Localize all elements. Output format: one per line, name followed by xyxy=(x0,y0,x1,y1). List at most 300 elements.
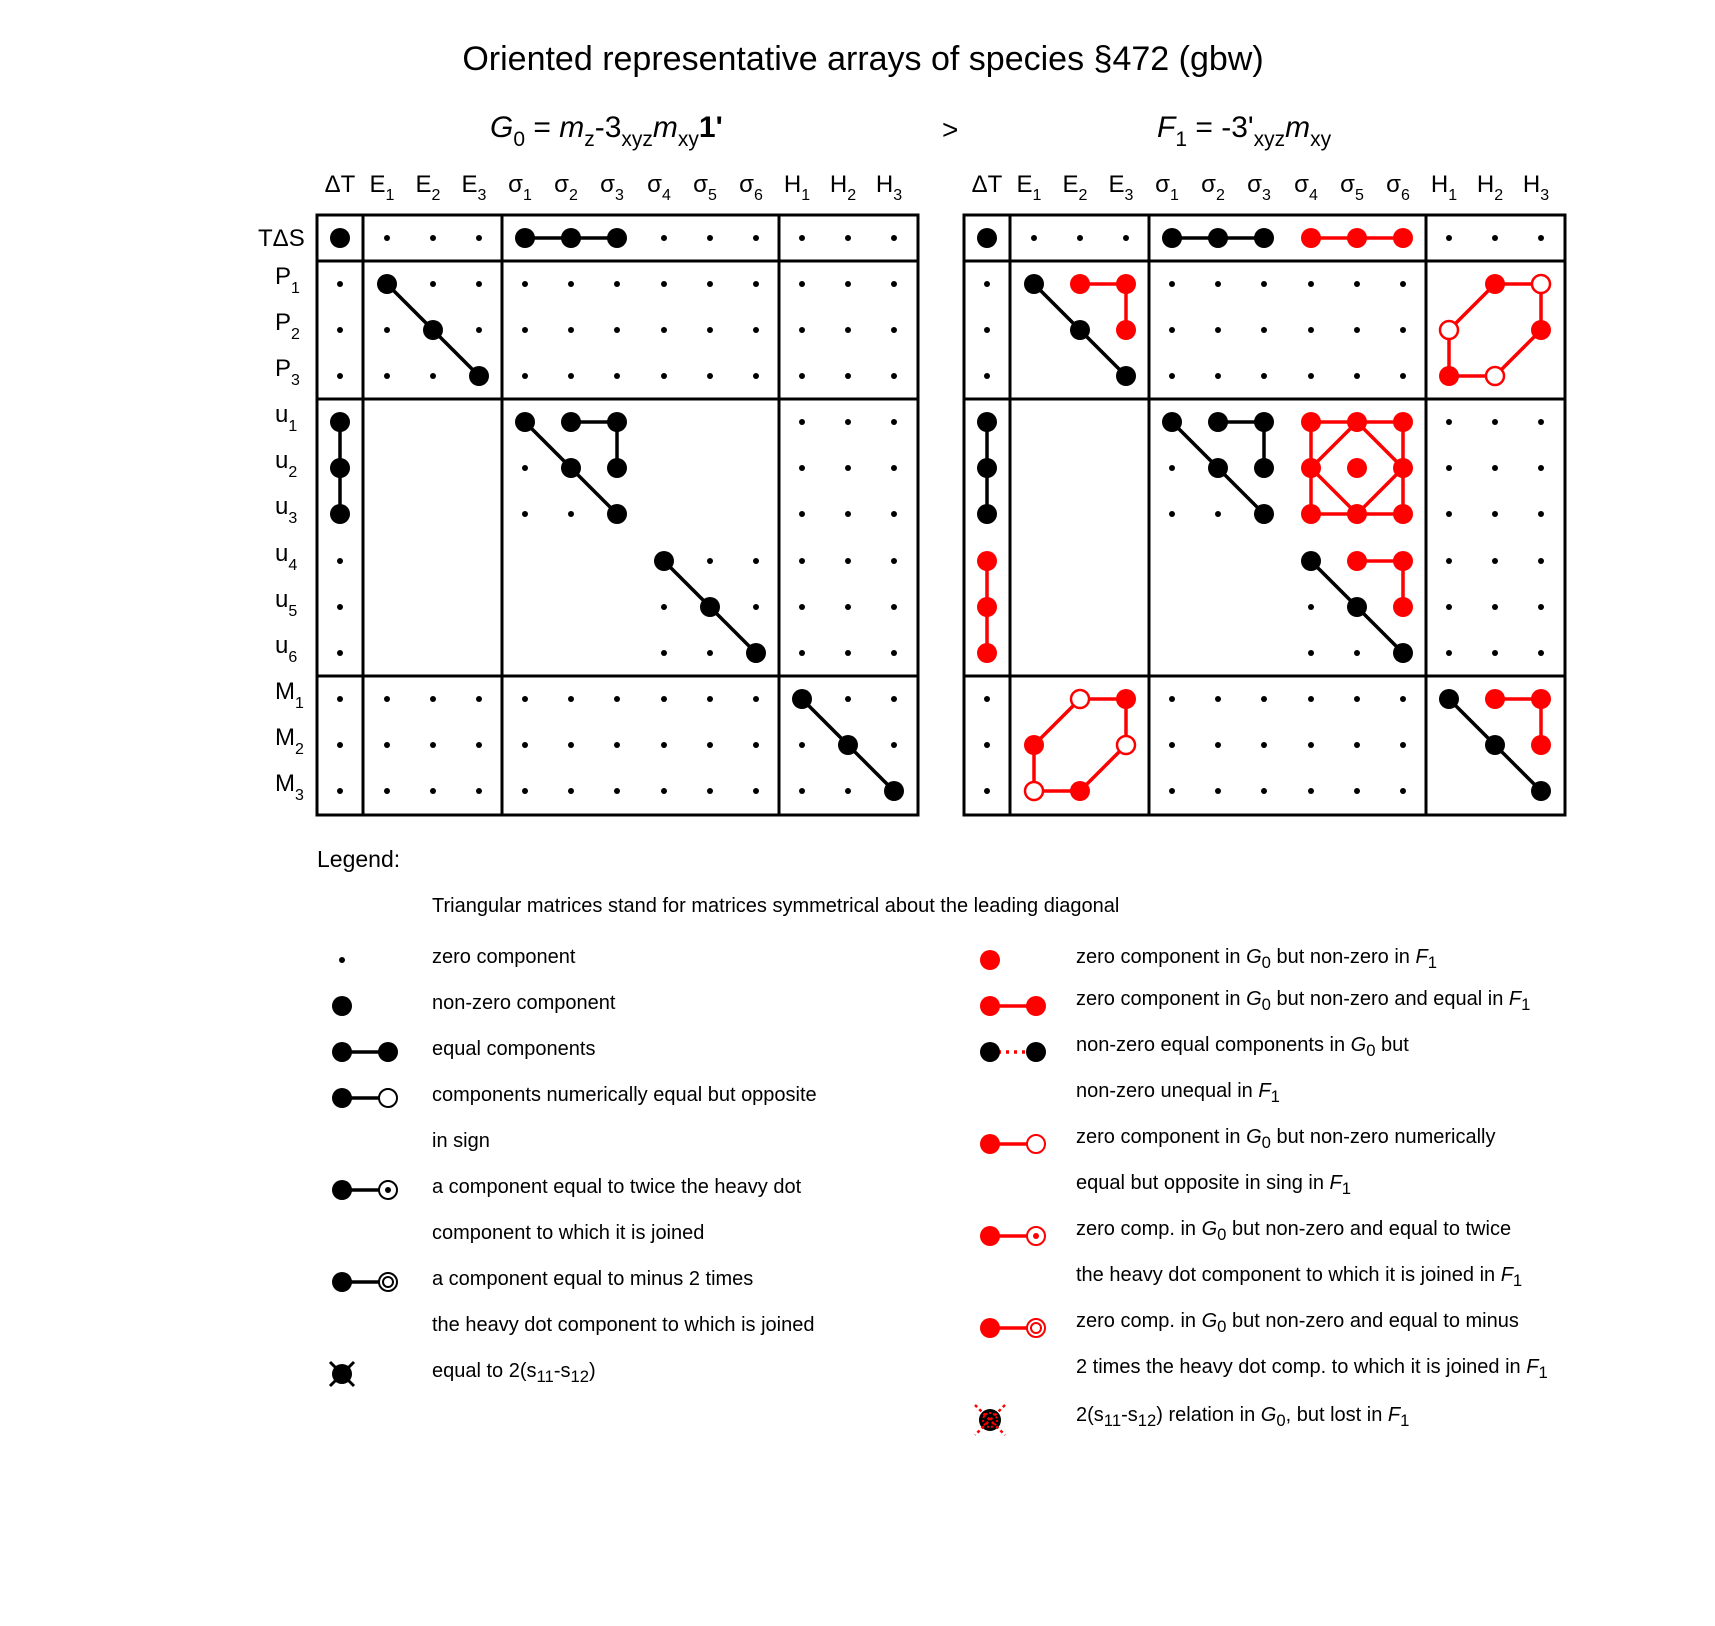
zero-component-dot xyxy=(891,327,897,333)
nonzero-component-dot xyxy=(1162,228,1182,248)
zero-component-dot xyxy=(1538,511,1544,517)
zero-component-dot xyxy=(1308,373,1314,379)
zero-component-dot xyxy=(1215,696,1221,702)
red-component-dot xyxy=(1531,320,1551,340)
red-component-dot xyxy=(1347,551,1367,571)
zero-component-dot xyxy=(1538,419,1544,425)
nonzero-component-dot xyxy=(607,504,627,524)
zero-component-dot xyxy=(1308,650,1314,656)
heading-f1: $F_1 = -3'_{xyz}m_{xy}$ xyxy=(1157,111,1332,151)
zero-component-dot xyxy=(568,373,574,379)
zero-component-dot xyxy=(1400,373,1406,379)
legend-right-text: the heavy dot component to which it is joined in $F_1$ xyxy=(1076,1264,1523,1290)
nonzero-component-dot xyxy=(1024,274,1044,294)
zero-component-dot xyxy=(845,235,851,241)
zero-component-dot xyxy=(845,281,851,287)
zero-component-dot xyxy=(614,788,620,794)
row-label: $P_1$ xyxy=(275,263,300,297)
zero-component-dot xyxy=(1492,235,1498,241)
zero-component-dot xyxy=(1538,465,1544,471)
nonzero-component-dot xyxy=(1301,551,1321,571)
row-label: $u_1$ xyxy=(275,401,298,435)
nonzero-component-dot xyxy=(607,228,627,248)
zero-component-dot xyxy=(891,696,897,702)
zero-component-dot xyxy=(430,235,436,241)
zero-component-dot xyxy=(799,465,805,471)
zero-component-dot xyxy=(984,788,990,794)
nonzero-component-dot xyxy=(607,412,627,432)
zero-component-dot xyxy=(1308,327,1314,333)
zero-component-dot xyxy=(661,696,667,702)
zero-component-dot xyxy=(891,373,897,379)
red-component-dot xyxy=(1070,274,1090,294)
zero-component-dot xyxy=(845,558,851,564)
zero-component-dot xyxy=(845,327,851,333)
zero-component-dot xyxy=(661,235,667,241)
zero-component-dot xyxy=(522,788,528,794)
zero-component-dot xyxy=(1446,465,1452,471)
zero-component-dot xyxy=(661,788,667,794)
red-component-dot xyxy=(1301,458,1321,478)
zero-component-dot xyxy=(891,419,897,425)
col-label: $\sigma_3$ xyxy=(1247,171,1271,204)
legend-left-text: equal components xyxy=(432,1038,596,1060)
matrix-f1 xyxy=(964,171,1565,815)
zero-component-dot xyxy=(891,650,897,656)
legend-dot xyxy=(1026,996,1046,1016)
col-label: $\sigma_2$ xyxy=(554,171,578,204)
zero-component-dot xyxy=(753,327,759,333)
nonzero-component-dot xyxy=(1347,597,1367,617)
zero-component-dot xyxy=(707,788,713,794)
zero-component-dot xyxy=(1538,650,1544,656)
zero-component-dot xyxy=(337,558,343,564)
heading-g0: $G_0 = m_z-3_{xyz}m_{xy}1'$ xyxy=(490,111,723,151)
zero-component-dot xyxy=(891,281,897,287)
zero-component-dot xyxy=(1169,788,1175,794)
zero-component-dot xyxy=(891,235,897,241)
zero-component-dot xyxy=(430,281,436,287)
zero-component-dot xyxy=(522,281,528,287)
legend-right-text: 2 times the heavy dot comp. to which it is joined in $F_1$ xyxy=(1076,1356,1548,1382)
zero-component-dot xyxy=(845,604,851,610)
row-label: $M_2$ xyxy=(275,724,304,758)
zero-component-dot xyxy=(661,281,667,287)
nonzero-component-dot xyxy=(1439,689,1459,709)
legend-dot xyxy=(980,1318,1000,1338)
zero-component-dot xyxy=(1354,650,1360,656)
zero-component-dot xyxy=(1261,788,1267,794)
legend-left-text: equal to $2(s_{11}-s_{12})$ xyxy=(432,1360,596,1386)
zero-component-dot xyxy=(1446,235,1452,241)
legend-red-dot xyxy=(980,950,1000,970)
zero-component-dot xyxy=(1400,696,1406,702)
zero-component-dot xyxy=(661,742,667,748)
zero-component-dot xyxy=(337,742,343,748)
zero-component-dot xyxy=(1215,373,1221,379)
zero-component-dot xyxy=(753,604,759,610)
red-component-dot xyxy=(1116,689,1136,709)
nonzero-component-dot xyxy=(977,458,997,478)
zero-component-dot xyxy=(1492,511,1498,517)
zero-component-dot xyxy=(1215,742,1221,748)
zero-component-dot xyxy=(1354,373,1360,379)
legend-dot xyxy=(332,1272,352,1292)
row-label: $P_3$ xyxy=(275,355,300,389)
zero-component-dot xyxy=(984,742,990,748)
zero-component-dot xyxy=(522,511,528,517)
zero-component-dot xyxy=(1308,604,1314,610)
zero-component-dot xyxy=(753,281,759,287)
zero-component-dot xyxy=(984,373,990,379)
zero-component-dot xyxy=(799,373,805,379)
zero-component-dot xyxy=(1169,696,1175,702)
legend-open-dot xyxy=(379,1273,397,1291)
nonzero-component-dot xyxy=(1208,458,1228,478)
legend-right-text: non-zero equal components in $G_0$ but xyxy=(1076,1034,1409,1060)
legend-dot xyxy=(980,1226,1000,1246)
zero-component-dot xyxy=(753,788,759,794)
nonzero-component-dot xyxy=(561,228,581,248)
zero-component-dot xyxy=(337,373,343,379)
zero-component-dot xyxy=(614,281,620,287)
zero-component-dot xyxy=(753,742,759,748)
zero-component-dot xyxy=(522,742,528,748)
zero-component-dot xyxy=(845,650,851,656)
zero-component-dot xyxy=(384,696,390,702)
zero-component-dot xyxy=(799,604,805,610)
red-component-dot xyxy=(977,551,997,571)
zero-component-dot xyxy=(707,650,713,656)
zero-component-dot xyxy=(799,327,805,333)
zero-component-dot xyxy=(476,327,482,333)
zero-component-dot xyxy=(1215,281,1221,287)
zero-component-dot xyxy=(1538,604,1544,610)
row-label: $u_3$ xyxy=(275,493,298,527)
row-label: $u_5$ xyxy=(275,586,298,620)
nonzero-component-dot xyxy=(330,228,350,248)
zero-component-dot xyxy=(1308,788,1314,794)
col-label: $H_3$ xyxy=(875,171,903,204)
zero-component-dot xyxy=(337,327,343,333)
nonzero-component-dot xyxy=(884,781,904,801)
col-label: $\sigma_6$ xyxy=(1386,171,1410,204)
nonzero-component-dot xyxy=(654,551,674,571)
legend-open-dot xyxy=(1027,1319,1045,1337)
col-label: $H_1$ xyxy=(783,171,811,204)
legend-dot xyxy=(332,1088,352,1108)
zero-component-dot xyxy=(1169,742,1175,748)
nonzero-component-dot xyxy=(330,504,350,524)
zero-component-dot xyxy=(1169,465,1175,471)
red-component-dot xyxy=(1393,597,1413,617)
zero-component-dot xyxy=(522,373,528,379)
red-component-dot xyxy=(1116,320,1136,340)
zero-component-dot xyxy=(661,373,667,379)
opposite-sign-dot xyxy=(1025,782,1043,800)
zero-component-dot xyxy=(1354,742,1360,748)
zero-component-dot xyxy=(337,788,343,794)
legend-right-text: zero component in $G_0$ but non-zero and equal in $F_1$ xyxy=(1076,988,1531,1014)
col-label: ΔT xyxy=(971,171,1003,198)
zero-component-dot xyxy=(891,558,897,564)
zero-component-dot xyxy=(1215,511,1221,517)
col-label: $E_2$ xyxy=(1062,171,1088,204)
legend-left-text: a component equal to minus 2 times xyxy=(432,1268,754,1290)
zero-component-dot xyxy=(799,281,805,287)
zero-component-dot xyxy=(614,742,620,748)
zero-component-dot xyxy=(707,742,713,748)
zero-component-dot xyxy=(891,742,897,748)
opposite-sign-dot xyxy=(1532,275,1550,293)
zero-component-dot xyxy=(845,696,851,702)
zero-component-dot xyxy=(1354,327,1360,333)
zero-component-dot xyxy=(1400,281,1406,287)
nonzero-component-dot xyxy=(1208,412,1228,432)
zero-component-dot xyxy=(568,696,574,702)
nonzero-component-dot xyxy=(1254,458,1274,478)
zero-component-dot xyxy=(1492,604,1498,610)
zero-component-dot xyxy=(568,281,574,287)
zero-component-dot xyxy=(1308,696,1314,702)
col-label: $E_2$ xyxy=(415,171,441,204)
red-component-dot xyxy=(1347,458,1367,478)
heading-relation: > xyxy=(942,114,959,145)
zero-component-dot xyxy=(661,327,667,333)
zero-component-dot xyxy=(1123,235,1129,241)
red-component-dot xyxy=(1347,504,1367,524)
red-component-dot xyxy=(1301,228,1321,248)
col-label: $H_2$ xyxy=(829,171,857,204)
nonzero-component-dot xyxy=(1254,412,1274,432)
legend-right-text: non-zero unequal in $F_1$ xyxy=(1076,1080,1280,1106)
legend-note: Triangular matrices stand for matrices symmetrical about the leading diagonal xyxy=(432,895,1120,917)
zero-component-dot xyxy=(476,742,482,748)
nonzero-component-dot xyxy=(746,643,766,663)
col-label: $E_1$ xyxy=(369,171,395,204)
legend-open-dot xyxy=(1027,1135,1045,1153)
col-label: $\sigma_6$ xyxy=(739,171,763,204)
nonzero-component-dot xyxy=(1162,412,1182,432)
zero-component-dot xyxy=(753,373,759,379)
zero-component-dot xyxy=(799,788,805,794)
red-component-dot xyxy=(1301,504,1321,524)
col-label: $\sigma_3$ xyxy=(600,171,624,204)
legend-dot xyxy=(980,996,1000,1016)
zero-component-dot xyxy=(1169,373,1175,379)
zero-component-dot xyxy=(430,373,436,379)
nonzero-component-dot xyxy=(330,458,350,478)
legend-right-text: zero component in $G_0$ but non-zero in $F_1$ xyxy=(1076,946,1437,972)
red-component-dot xyxy=(977,643,997,663)
nonzero-component-dot xyxy=(1254,504,1274,524)
zero-component-dot xyxy=(753,558,759,564)
zero-component-dot xyxy=(476,235,482,241)
zero-component-dot xyxy=(337,604,343,610)
zero-component-dot xyxy=(1446,419,1452,425)
legend-right-text: zero comp. in $G_0$ but non-zero and equal to twice xyxy=(1076,1218,1512,1244)
col-label: $E_1$ xyxy=(1016,171,1042,204)
legend-title: Legend: xyxy=(317,846,401,872)
legend-left-text: a component equal to twice the heavy dot xyxy=(432,1176,802,1198)
zero-component-dot xyxy=(845,373,851,379)
row-label: $M_1$ xyxy=(275,678,304,712)
legend-center-dot xyxy=(385,1187,391,1193)
red-component-dot xyxy=(1393,504,1413,524)
zero-component-dot xyxy=(1446,511,1452,517)
zero-component-dot xyxy=(984,327,990,333)
zero-component-dot xyxy=(799,558,805,564)
zero-component-dot xyxy=(1215,327,1221,333)
nonzero-component-dot xyxy=(1393,643,1413,663)
legend-right-text: zero comp. in $G_0$ but non-zero and equal to minus xyxy=(1076,1310,1519,1336)
col-label: $\sigma_1$ xyxy=(508,171,532,204)
zero-component-dot xyxy=(707,327,713,333)
nonzero-component-dot xyxy=(377,274,397,294)
col-label: $H_3$ xyxy=(1522,171,1550,204)
zero-component-dot xyxy=(1400,327,1406,333)
red-component-dot xyxy=(1301,412,1321,432)
row-label: $u_6$ xyxy=(275,632,298,666)
zero-component-dot xyxy=(753,696,759,702)
zero-component-dot xyxy=(1261,373,1267,379)
zero-component-dot xyxy=(799,742,805,748)
red-component-dot xyxy=(1393,458,1413,478)
zero-component-dot xyxy=(845,419,851,425)
opposite-sign-dot xyxy=(1117,736,1135,754)
zero-component-dot xyxy=(1354,281,1360,287)
zero-component-dot xyxy=(707,696,713,702)
nonzero-component-dot xyxy=(515,228,535,248)
opposite-sign-dot xyxy=(1071,690,1089,708)
zero-component-dot xyxy=(891,465,897,471)
zero-component-dot xyxy=(1400,742,1406,748)
nonzero-component-dot xyxy=(561,458,581,478)
red-component-dot xyxy=(1485,689,1505,709)
col-label: $\sigma_4$ xyxy=(647,171,671,204)
col-label: $\sigma_4$ xyxy=(1294,171,1318,204)
zero-component-dot xyxy=(753,235,759,241)
legend-right-text: equal but opposite in sing in $F_1$ xyxy=(1076,1172,1351,1198)
red-component-dot xyxy=(1531,735,1551,755)
zero-component-dot xyxy=(984,696,990,702)
nonzero-component-dot xyxy=(838,735,858,755)
legend-left-text: the heavy dot component to which is joined xyxy=(432,1314,815,1336)
zero-component-dot xyxy=(1354,696,1360,702)
zero-component-dot xyxy=(984,281,990,287)
red-component-dot xyxy=(1531,689,1551,709)
red-component-dot xyxy=(1393,228,1413,248)
legend-dot xyxy=(332,1042,352,1062)
zero-component-dot xyxy=(707,373,713,379)
zero-component-dot xyxy=(568,742,574,748)
nonzero-component-dot xyxy=(1208,228,1228,248)
nonzero-component-dot xyxy=(469,366,489,386)
zero-component-dot xyxy=(845,511,851,517)
zero-component-dot xyxy=(1400,788,1406,794)
legend-heavy-dot xyxy=(332,996,352,1016)
zero-component-dot xyxy=(1492,465,1498,471)
col-label: $E_3$ xyxy=(461,171,487,204)
zero-component-dot xyxy=(337,696,343,702)
legend-right-text: zero component in $G_0$ but non-zero numerically xyxy=(1076,1126,1496,1152)
zero-component-dot xyxy=(1446,604,1452,610)
opposite-sign-dot xyxy=(1486,367,1504,385)
col-label: $E_3$ xyxy=(1108,171,1134,204)
zero-component-dot xyxy=(1492,650,1498,656)
nonzero-component-dot xyxy=(1485,735,1505,755)
nonzero-component-dot xyxy=(423,320,443,340)
zero-component-dot xyxy=(1308,281,1314,287)
zero-component-dot xyxy=(891,604,897,610)
zero-component-dot xyxy=(845,465,851,471)
zero-component-dot xyxy=(568,327,574,333)
nonzero-component-dot xyxy=(977,228,997,248)
zero-component-dot xyxy=(1446,650,1452,656)
opposite-sign-dot xyxy=(1440,321,1458,339)
zero-component-dot xyxy=(614,696,620,702)
red-component-dot xyxy=(1393,551,1413,571)
legend-small-dot xyxy=(339,957,345,963)
zero-component-dot xyxy=(1077,235,1083,241)
zero-component-dot xyxy=(430,696,436,702)
zero-component-dot xyxy=(522,696,528,702)
zero-component-dot xyxy=(1308,742,1314,748)
diagram-title: Oriented representative arrays of species §472 (gbw) xyxy=(462,40,1264,78)
zero-component-dot xyxy=(384,327,390,333)
row-label: $P_2$ xyxy=(275,309,300,343)
col-label: $H_2$ xyxy=(1476,171,1504,204)
zero-component-dot xyxy=(430,788,436,794)
legend-dot xyxy=(1026,1042,1046,1062)
zero-component-dot xyxy=(1261,696,1267,702)
nonzero-component-dot xyxy=(607,458,627,478)
nonzero-component-dot xyxy=(977,504,997,524)
legend-left-text: component to which it is joined xyxy=(432,1222,705,1244)
zero-component-dot xyxy=(430,742,436,748)
zero-component-dot xyxy=(476,788,482,794)
red-component-dot xyxy=(977,597,997,617)
zero-component-dot xyxy=(1354,788,1360,794)
zero-component-dot xyxy=(1492,419,1498,425)
red-component-dot xyxy=(1070,781,1090,801)
zero-component-dot xyxy=(1215,788,1221,794)
zero-component-dot xyxy=(614,373,620,379)
legend-right-text: $2(s_{11}-s_{12})$ relation in $G_0$, but lost in $F_1$ xyxy=(1076,1404,1410,1430)
zero-component-dot xyxy=(614,327,620,333)
nonzero-component-dot xyxy=(792,689,812,709)
legend-dot xyxy=(378,1042,398,1062)
zero-component-dot xyxy=(799,650,805,656)
row-label: $u_4$ xyxy=(275,540,298,574)
zero-component-dot xyxy=(522,465,528,471)
zero-component-dot xyxy=(476,696,482,702)
col-label: ΔT xyxy=(324,171,356,198)
zero-component-dot xyxy=(522,327,528,333)
zero-component-dot xyxy=(476,281,482,287)
zero-component-dot xyxy=(1261,281,1267,287)
matrix-g0 xyxy=(258,171,918,815)
row-label: TΔS xyxy=(258,225,305,252)
nonzero-component-dot xyxy=(700,597,720,617)
zero-component-dot xyxy=(1538,235,1544,241)
row-label: $M_3$ xyxy=(275,770,304,804)
zero-component-dot xyxy=(1261,327,1267,333)
legend-dot xyxy=(980,1134,1000,1154)
zero-component-dot xyxy=(1169,327,1175,333)
nonzero-component-dot xyxy=(561,412,581,432)
col-label: $H_1$ xyxy=(1430,171,1458,204)
